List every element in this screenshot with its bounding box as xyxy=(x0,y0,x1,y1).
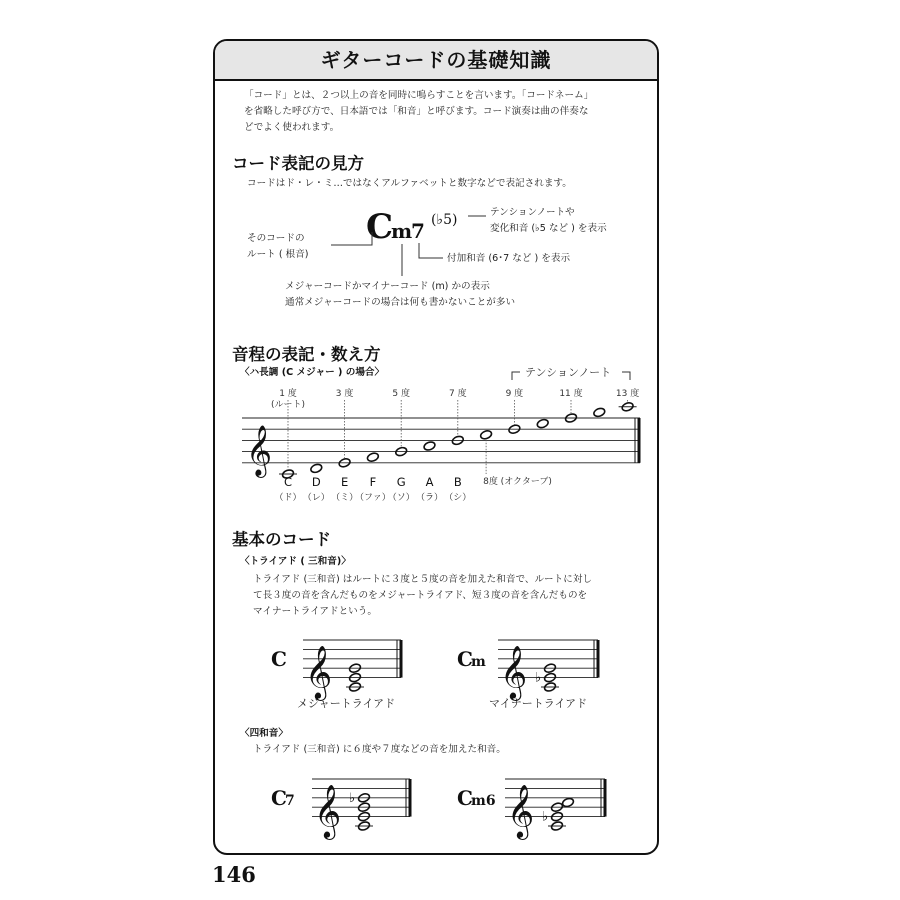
section-heading-intervals: 音程の表記・数え方 xyxy=(232,345,381,364)
degree-label: 3 度 xyxy=(335,389,354,399)
triad-desc-3: マイナートライアドという。 xyxy=(253,606,377,617)
tension-bracket xyxy=(512,366,630,380)
section-heading-notation: コード表記の見方 xyxy=(232,154,364,173)
note-letter: B xyxy=(453,475,462,489)
interval-staff xyxy=(242,387,641,503)
scale-note-F xyxy=(366,452,379,463)
degree-label: 1 度 xyxy=(279,389,297,399)
note-solfege: （シ） xyxy=(444,493,472,503)
scale-note-G12 xyxy=(593,407,606,418)
intervals-subheading: 〈ハ長調 (C メジャー ) の場合〉 xyxy=(240,367,385,378)
note-letter: G xyxy=(396,475,406,489)
quality-annotation-1: メジャーコードかマイナーコード (m) かの表示 xyxy=(285,281,490,292)
note-letter: A xyxy=(425,475,434,489)
degree-label: 13 度 xyxy=(615,389,640,399)
degree-label: 5 度 xyxy=(392,389,410,399)
tension-bracket-label: テンションノート xyxy=(525,366,612,379)
major-triad-caption: メジャートライアド xyxy=(297,697,396,710)
note-letter: C xyxy=(283,475,293,489)
flat-icon: ♭ xyxy=(535,670,542,686)
flat-icon: ♭ xyxy=(542,809,549,825)
page-title: ギターコードの基礎知識 xyxy=(215,41,657,81)
note-solfege: （ミ） xyxy=(331,493,359,503)
note-solfege: （ソ） xyxy=(387,493,415,503)
barline-thick xyxy=(604,779,607,817)
chord-tension: (♭5) xyxy=(431,212,458,228)
triad-subheading: 〈トライアド ( 三和音)〉 xyxy=(240,556,351,567)
treble-clef-icon: 𝄞 xyxy=(314,783,342,838)
chord-name-root: C xyxy=(271,786,287,810)
intro-line-2: を省略した呼び方で、日本語では「和音」と呼びます。コード演奏は曲の伴奏な xyxy=(244,106,589,117)
treble-clef-icon: 𝄞 xyxy=(500,644,528,699)
tension-annotation-2: 変化和音 (♭5 など ) を表示 xyxy=(490,223,607,234)
note-letter: F xyxy=(369,475,377,489)
octave-label: 8度 (オクターブ) xyxy=(483,477,552,487)
chord-seventh-7: 7 xyxy=(411,219,425,243)
triad-staves xyxy=(271,640,600,701)
note-letter: D xyxy=(311,475,321,489)
barline-thick xyxy=(409,779,412,817)
chord-name-root: C xyxy=(457,786,473,810)
note-letter: E xyxy=(340,475,349,489)
chord-name-suffix: m6 xyxy=(471,793,496,809)
note-solfege: （ファ） xyxy=(354,493,391,503)
scale-note-E10 xyxy=(536,418,549,429)
root-note-label: (ルート) xyxy=(270,400,306,410)
chord-note xyxy=(561,797,574,808)
treble-clef-icon: 𝄞 xyxy=(507,783,535,838)
scale-note-A xyxy=(423,441,436,452)
chord-name-root: C xyxy=(271,647,287,671)
minor-triad-caption: マイナートライアド xyxy=(489,697,588,710)
quality-annotation-2: 通常メジャーコードの場合は何も書かないことが多い xyxy=(285,297,516,308)
chord-quality-m: m xyxy=(391,219,413,243)
added-connector xyxy=(419,243,443,258)
root-annotation-1: そのコードの xyxy=(247,233,305,244)
degree-label: 9 度 xyxy=(505,389,524,399)
barline-thick xyxy=(597,640,600,678)
triad-desc-1: トライアド (三和音) はルートに３度と５度の音を加えた和音で、ルートに対し xyxy=(253,574,593,585)
scale-staff-lines xyxy=(242,418,640,463)
chord-name-root: C xyxy=(457,647,473,671)
chord-Cm6-staff xyxy=(457,779,607,840)
notation-description: コードはド・レ・ミ…ではなくアルファベットと数字などで表記されます。 xyxy=(247,178,572,189)
treble-clef-icon: 𝄞 xyxy=(246,425,273,476)
tetrad-subheading: 〈四和音〉 xyxy=(240,728,288,739)
degree-label: 7 度 xyxy=(449,389,467,399)
intro-line-3: どでよく使われます。 xyxy=(244,122,340,133)
page-number: 146 xyxy=(212,862,256,887)
degree-label: 11 度 xyxy=(559,389,583,399)
intro-line-1: 「コード」とは、２つ以上の音を同時に鳴らすことを言います。「コードネーム」 xyxy=(244,90,594,101)
flat-icon: ♭ xyxy=(349,790,356,806)
chord-symbol-example xyxy=(331,207,486,276)
scale-note-D xyxy=(310,463,323,474)
section-heading-basic-chords: 基本のコード xyxy=(232,530,331,549)
root-annotation-2: ルート ( 根音) xyxy=(247,249,309,260)
chord-root-C: C xyxy=(366,207,394,247)
chord-Cm-staff xyxy=(457,640,600,701)
treble-clef-icon: 𝄞 xyxy=(305,644,333,699)
chord-name-suffix: m xyxy=(471,654,486,670)
note-solfege: （ド） xyxy=(274,493,302,503)
scale-note-C8 xyxy=(480,429,493,440)
added-note-annotation: 付加和音 (6･7 など ) を表示 xyxy=(447,253,571,264)
barline-thick xyxy=(638,418,641,463)
chord-C-staff xyxy=(271,640,403,701)
note-solfege: （ラ） xyxy=(415,493,444,503)
tetrad-description: トライアド (三和音) に６度や７度などの音を加えた和音。 xyxy=(253,744,506,755)
triad-desc-2: て長３度の音を含んだものをメジャートライアド、短３度の音を含んだものを xyxy=(253,590,588,601)
chord-name-suffix: 7 xyxy=(285,793,295,809)
note-solfege: （レ） xyxy=(302,493,330,503)
tetrad-staves xyxy=(271,779,607,840)
barline-thick xyxy=(400,640,403,678)
tension-annotation-1: テンションノートや xyxy=(490,207,575,218)
chord-C7-staff xyxy=(271,779,412,840)
